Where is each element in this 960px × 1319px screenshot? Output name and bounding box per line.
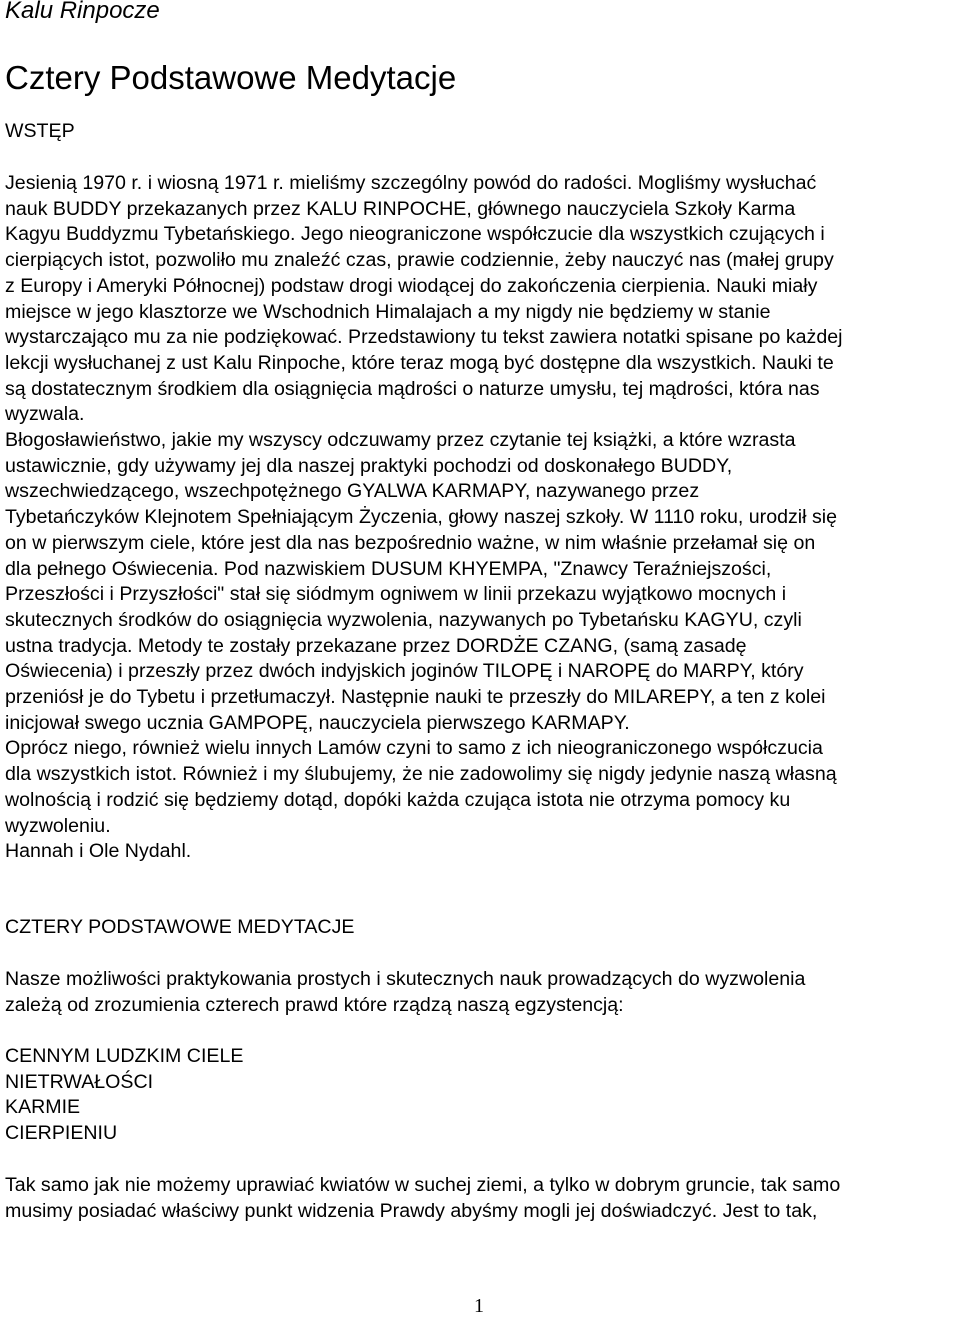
author-name: Kalu Rinpocze — [5, 0, 160, 24]
text-line: zależą od zrozumienia czterech prawd które rządzą naszą egzystencją: — [5, 993, 624, 1016]
text-line: dla wszystkich istot. Również i my ślubujemy, że nie zadowolimy się nigdy jedynie naszą własną — [5, 763, 837, 786]
text-line: Oświecenia) i przeszły przez dwóch indyjskich joginów TILOPĘ i NAROPĘ do MARPY, który — [5, 660, 804, 683]
text-line: Tak samo jak nie możemy uprawiać kwiatów w suchej ziemi, a tylko w dobrym gruncie, tak samo — [5, 1174, 841, 1196]
document-title: Cztery Podstawowe Medytacje — [5, 59, 457, 96]
text-line: wyzwoleniu. — [5, 814, 111, 837]
text-line: miejsce w jego klasztorze we Wschodnich Himalajach a my nigdy nie będziemy w stanie — [5, 300, 771, 323]
text-line: są dostatecznym środkiem dla osiągnięcia mądrości o naturze umysłu, tej mądrości, która nas — [5, 377, 820, 400]
page-number: 1 — [474, 1295, 484, 1317]
text-line: wszechwiedzącego, wszechpotężnego GYALWA KARMAPY, nazywanego przez — [5, 480, 700, 503]
text-line: Kagyu Buddyzmu Tybetańskiego. Jego nieograniczone współczucie dla wszystkich czujących i — [5, 223, 825, 246]
section-heading: CZTERY PODSTAWOWE MEDYTACJE — [5, 916, 355, 938]
text-line: on w pierwszym ciele, które jest dla nas bezpośrednio ważne, w nim właśnie przełamał się on — [5, 531, 816, 554]
text-line: Oprócz niego, również wielu innych Lamów czyni to samo z ich nieograniczonego współczucia — [5, 737, 823, 760]
text-line: musimy posiadać właściwy punkt widzenia Prawdy abyśmy mogli jej doświadczyć. Jest to tak, — [5, 1199, 818, 1222]
text-line: Nasze możliwości praktykowania prostych i skutecznych nauk prowadzących do wyzwolenia — [5, 968, 806, 990]
text-line: dla pełnego Oświecenia. Pod nazwiskiem DUSUM KHYEMPA, "Znawcy Teraźniejszości, — [5, 557, 772, 580]
truths-list — [5, 1044, 960, 1147]
section-closing — [5, 1173, 960, 1224]
text-line: przeniósł je do Tybetu i przetłumaczył. Następnie nauki te przeszły do MILAREPY, a ten z kolei — [5, 686, 826, 709]
text-line: nauk BUDDY przekazanych przez KALU RINPOCHE, głównego nauczyciela Szkoły Karma — [5, 197, 796, 220]
text-line: z Europy i Ameryki Północnej) podstaw drogi wiodącej do zakończenia cierpienia. Nauki miały — [5, 274, 818, 297]
signature-line: Hannah i Ole Nydahl. — [5, 840, 192, 863]
text-line: inicjował swego ucznia GAMPOPĘ, nauczyciela pierwszego KARMAPY. — [5, 711, 630, 734]
intro-heading: WSTĘP — [5, 120, 75, 142]
text-line: ustawicznie, gdy używamy jej dla naszej praktyki pochodzi od doskonałego BUDDY, — [5, 454, 733, 477]
section-intro — [5, 967, 960, 1018]
text-line: Przeszłości i Przyszłości" stał się siódmym ogniwem w linii przekazu wyjątkowo mocnych i — [5, 583, 787, 606]
text-line: ustna tradycja. Metody te zostały przekazane przez DORDŻE CZANG, (samą zasadę — [5, 634, 747, 657]
list-item: KARMIE — [5, 1096, 81, 1119]
list-item: NIETRWAŁOŚCI — [5, 1070, 154, 1093]
text-line: Błogosławieństwo, jakie my wszyscy odczuwamy przez czytanie tej książki, a które wzrasta — [5, 429, 796, 452]
intro-body — [5, 171, 960, 865]
list-item: CIERPIENIU — [5, 1122, 118, 1145]
text-line: Tybetańczyków Klejnotem Spełniającym Życzenia, głowy naszej szkoły. W 1110 roku, urodził się — [5, 506, 837, 529]
text-line: lekcji wysłuchanej z ust Kalu Rinpoche, które teraz mogą być dostępne dla wszystkich. Nauki te — [5, 351, 834, 374]
text-line: Jesienią 1970 r. i wiosną 1971 r. mieliśmy szczególny powód do radości. Mogliśmy wysłuchać — [5, 172, 817, 194]
list-item: CENNYM LUDZKIM CIELE — [5, 1045, 244, 1067]
text-line: wystarczająco mu za nie podziękować. Przedstawiony tu tekst zawiera notatki spisane po każdej — [5, 326, 843, 349]
text-line: wolnością i rodzić się będziemy dotąd, dopóki każda czująca istota nie otrzyma pomocy ku — [5, 788, 791, 811]
text-line: skutecznych środków do osiągnięcia wyzwolenia, nazywanych po Tybetańsku KAGYU, czyli — [5, 608, 802, 631]
text-line: wyzwala. — [5, 403, 85, 426]
text-line: cierpiących istot, pozwoliło mu znaleźć czas, prawie codziennie, żeby nauczyć nas (małej grupy — [5, 249, 834, 272]
